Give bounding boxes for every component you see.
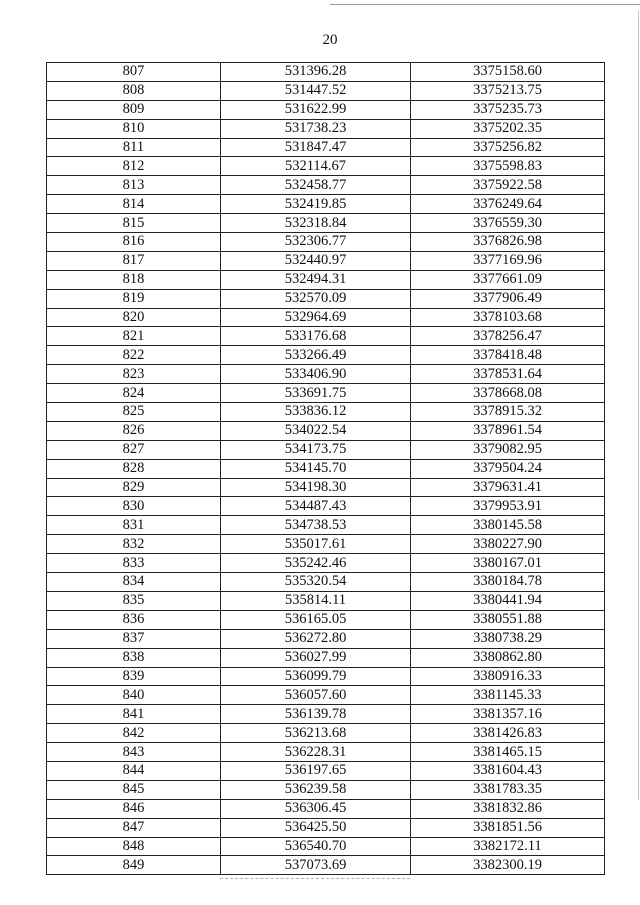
table-row — [47, 81, 605, 100]
table-row — [47, 346, 605, 365]
table-row — [47, 743, 605, 762]
table-row — [47, 478, 605, 497]
point-number-cell: 825 — [47, 403, 221, 422]
x-coordinate-cell: 536165.05 — [221, 610, 411, 629]
point-number-cell: 847 — [47, 818, 221, 837]
y-coordinate-cell: 3376249.64 — [411, 195, 605, 214]
top-edge-line — [330, 4, 640, 5]
x-coordinate-cell: 533266.49 — [221, 346, 411, 365]
point-number-cell: 836 — [47, 610, 221, 629]
x-coordinate-cell: 532964.69 — [221, 308, 411, 327]
point-number-cell: 823 — [47, 365, 221, 384]
table-row — [47, 856, 605, 875]
point-number-cell: 844 — [47, 761, 221, 780]
point-number-cell: 810 — [47, 119, 221, 138]
y-coordinate-cell: 3376559.30 — [411, 214, 605, 233]
table-row — [47, 176, 605, 195]
point-number-cell: 813 — [47, 176, 221, 195]
x-coordinate-cell: 534173.75 — [221, 440, 411, 459]
y-coordinate-cell: 3377661.09 — [411, 270, 605, 289]
y-coordinate-cell: 3378668.08 — [411, 384, 605, 403]
y-coordinate-cell: 3381426.83 — [411, 724, 605, 743]
coordinates-table — [46, 62, 605, 875]
y-coordinate-cell: 3378531.64 — [411, 365, 605, 384]
y-coordinate-cell: 3380227.90 — [411, 535, 605, 554]
y-coordinate-cell: 3377906.49 — [411, 289, 605, 308]
point-number-cell: 814 — [47, 195, 221, 214]
table-row — [47, 535, 605, 554]
table-row — [47, 289, 605, 308]
point-number-cell: 839 — [47, 667, 221, 686]
x-coordinate-cell: 534022.54 — [221, 421, 411, 440]
table-row — [47, 780, 605, 799]
point-number-cell: 817 — [47, 251, 221, 270]
y-coordinate-cell: 3381832.86 — [411, 799, 605, 818]
y-coordinate-cell: 3382300.19 — [411, 856, 605, 875]
table-row — [47, 270, 605, 289]
table-row — [47, 724, 605, 743]
y-coordinate-cell: 3376826.98 — [411, 233, 605, 252]
x-coordinate-cell: 533836.12 — [221, 403, 411, 422]
y-coordinate-cell: 3375213.75 — [411, 81, 605, 100]
point-number-cell: 842 — [47, 724, 221, 743]
y-coordinate-cell: 3378418.48 — [411, 346, 605, 365]
point-number-cell: 828 — [47, 459, 221, 478]
point-number-cell: 840 — [47, 686, 221, 705]
y-coordinate-cell: 3375235.73 — [411, 100, 605, 119]
point-number-cell: 820 — [47, 308, 221, 327]
x-coordinate-cell: 532570.09 — [221, 289, 411, 308]
x-coordinate-cell: 531396.28 — [221, 63, 411, 82]
y-coordinate-cell: 3381851.56 — [411, 818, 605, 837]
point-number-cell: 819 — [47, 289, 221, 308]
x-coordinate-cell: 536540.70 — [221, 837, 411, 856]
point-number-cell: 815 — [47, 214, 221, 233]
point-number-cell: 834 — [47, 573, 221, 592]
y-coordinate-cell: 3375598.83 — [411, 157, 605, 176]
y-coordinate-cell: 3380441.94 — [411, 591, 605, 610]
x-coordinate-cell: 537073.69 — [221, 856, 411, 875]
x-coordinate-cell: 535017.61 — [221, 535, 411, 554]
y-coordinate-cell: 3382172.11 — [411, 837, 605, 856]
y-coordinate-cell: 3379953.91 — [411, 497, 605, 516]
point-number-cell: 829 — [47, 478, 221, 497]
point-number-cell: 841 — [47, 705, 221, 724]
x-coordinate-cell: 535320.54 — [221, 573, 411, 592]
table-row — [47, 591, 605, 610]
table-row — [47, 705, 605, 724]
point-number-cell: 838 — [47, 648, 221, 667]
point-number-cell: 809 — [47, 100, 221, 119]
bottom-scan-mark — [220, 878, 410, 879]
table-row — [47, 667, 605, 686]
table-row — [47, 799, 605, 818]
point-number-cell: 830 — [47, 497, 221, 516]
x-coordinate-cell: 531847.47 — [221, 138, 411, 157]
x-coordinate-cell: 533406.90 — [221, 365, 411, 384]
y-coordinate-cell: 3378961.54 — [411, 421, 605, 440]
x-coordinate-cell: 536239.58 — [221, 780, 411, 799]
point-number-cell: 811 — [47, 138, 221, 157]
table-row — [47, 138, 605, 157]
table-row — [47, 516, 605, 535]
y-coordinate-cell: 3379631.41 — [411, 478, 605, 497]
point-number-cell: 822 — [47, 346, 221, 365]
y-coordinate-cell: 3380184.78 — [411, 573, 605, 592]
y-coordinate-cell: 3380145.58 — [411, 516, 605, 535]
point-number-cell: 832 — [47, 535, 221, 554]
y-coordinate-cell: 3380167.01 — [411, 554, 605, 573]
table-row — [47, 63, 605, 82]
point-number-cell: 807 — [47, 63, 221, 82]
y-coordinate-cell: 3379504.24 — [411, 459, 605, 478]
point-number-cell: 827 — [47, 440, 221, 459]
y-coordinate-cell: 3381783.35 — [411, 780, 605, 799]
y-coordinate-cell: 3380916.33 — [411, 667, 605, 686]
table-row — [47, 403, 605, 422]
x-coordinate-cell: 532419.85 — [221, 195, 411, 214]
x-coordinate-cell: 533176.68 — [221, 327, 411, 346]
table-row — [47, 629, 605, 648]
table-row — [47, 119, 605, 138]
x-coordinate-cell: 532440.97 — [221, 251, 411, 270]
x-coordinate-cell: 532318.84 — [221, 214, 411, 233]
coordinates-table-body — [47, 63, 605, 875]
y-coordinate-cell: 3377169.96 — [411, 251, 605, 270]
x-coordinate-cell: 536197.65 — [221, 761, 411, 780]
x-coordinate-cell: 534145.70 — [221, 459, 411, 478]
x-coordinate-cell: 536425.50 — [221, 818, 411, 837]
table-row — [47, 365, 605, 384]
x-coordinate-cell: 531738.23 — [221, 119, 411, 138]
x-coordinate-cell: 534738.53 — [221, 516, 411, 535]
table-row — [47, 686, 605, 705]
x-coordinate-cell: 536057.60 — [221, 686, 411, 705]
x-coordinate-cell: 532306.77 — [221, 233, 411, 252]
table-row — [47, 214, 605, 233]
y-coordinate-cell: 3381604.43 — [411, 761, 605, 780]
y-coordinate-cell: 3375202.35 — [411, 119, 605, 138]
x-coordinate-cell: 532494.31 — [221, 270, 411, 289]
point-number-cell: 821 — [47, 327, 221, 346]
y-coordinate-cell: 3375256.82 — [411, 138, 605, 157]
x-coordinate-cell: 532458.77 — [221, 176, 411, 195]
table-row — [47, 327, 605, 346]
point-number-cell: 808 — [47, 81, 221, 100]
x-coordinate-cell: 533691.75 — [221, 384, 411, 403]
y-coordinate-cell: 3381145.33 — [411, 686, 605, 705]
y-coordinate-cell: 3378915.32 — [411, 403, 605, 422]
y-coordinate-cell: 3375158.60 — [411, 63, 605, 82]
table-row — [47, 573, 605, 592]
y-coordinate-cell: 3378256.47 — [411, 327, 605, 346]
point-number-cell: 845 — [47, 780, 221, 799]
x-coordinate-cell: 535814.11 — [221, 591, 411, 610]
table-row — [47, 195, 605, 214]
point-number-cell: 846 — [47, 799, 221, 818]
table-row — [47, 648, 605, 667]
point-number-cell: 831 — [47, 516, 221, 535]
x-coordinate-cell: 534198.30 — [221, 478, 411, 497]
x-coordinate-cell: 536306.45 — [221, 799, 411, 818]
point-number-cell: 843 — [47, 743, 221, 762]
point-number-cell: 848 — [47, 837, 221, 856]
x-coordinate-cell: 536272.80 — [221, 629, 411, 648]
y-coordinate-cell: 3380551.88 — [411, 610, 605, 629]
x-coordinate-cell: 536213.68 — [221, 724, 411, 743]
table-row — [47, 308, 605, 327]
x-coordinate-cell: 531622.99 — [221, 100, 411, 119]
point-number-cell: 849 — [47, 856, 221, 875]
y-coordinate-cell: 3380862.80 — [411, 648, 605, 667]
page-number: 20 — [322, 32, 338, 48]
table-row — [47, 421, 605, 440]
y-coordinate-cell: 3381357.16 — [411, 705, 605, 724]
x-coordinate-cell: 535242.46 — [221, 554, 411, 573]
point-number-cell: 818 — [47, 270, 221, 289]
y-coordinate-cell: 3375922.58 — [411, 176, 605, 195]
table-row — [47, 157, 605, 176]
x-coordinate-cell: 536027.99 — [221, 648, 411, 667]
table-row — [47, 459, 605, 478]
y-coordinate-cell: 3380738.29 — [411, 629, 605, 648]
table-row — [47, 837, 605, 856]
x-coordinate-cell: 536099.79 — [221, 667, 411, 686]
table-row — [47, 818, 605, 837]
point-number-cell: 826 — [47, 421, 221, 440]
point-number-cell: 824 — [47, 384, 221, 403]
x-coordinate-cell: 534487.43 — [221, 497, 411, 516]
table-row — [47, 100, 605, 119]
point-number-cell: 833 — [47, 554, 221, 573]
table-row — [47, 251, 605, 270]
x-coordinate-cell: 532114.67 — [221, 157, 411, 176]
table-row — [47, 384, 605, 403]
table-row — [47, 610, 605, 629]
point-number-cell: 835 — [47, 591, 221, 610]
x-coordinate-cell: 536228.31 — [221, 743, 411, 762]
point-number-cell: 812 — [47, 157, 221, 176]
right-edge-line — [638, 10, 639, 800]
table-row — [47, 440, 605, 459]
x-coordinate-cell: 531447.52 — [221, 81, 411, 100]
x-coordinate-cell: 536139.78 — [221, 705, 411, 724]
y-coordinate-cell: 3381465.15 — [411, 743, 605, 762]
y-coordinate-cell: 3379082.95 — [411, 440, 605, 459]
point-number-cell: 816 — [47, 233, 221, 252]
y-coordinate-cell: 3378103.68 — [411, 308, 605, 327]
table-row — [47, 497, 605, 516]
table-row — [47, 554, 605, 573]
point-number-cell: 837 — [47, 629, 221, 648]
table-row — [47, 761, 605, 780]
table-row — [47, 233, 605, 252]
